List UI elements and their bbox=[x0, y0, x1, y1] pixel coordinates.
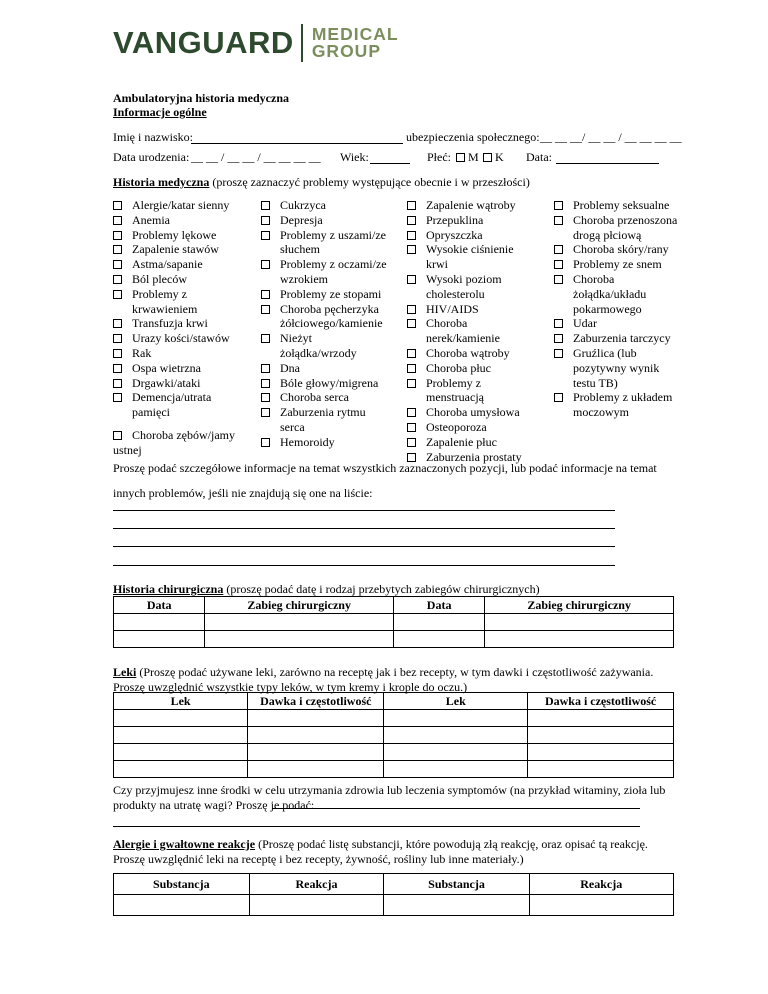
logo-separator bbox=[301, 24, 303, 62]
sex-label: Płeć: bbox=[427, 150, 451, 164]
table-cell[interactable] bbox=[384, 710, 528, 727]
history-checkbox[interactable] bbox=[554, 334, 563, 343]
history-item[interactable] bbox=[407, 242, 527, 272]
history-item-label: Choroba płuc bbox=[426, 360, 491, 375]
table-cell[interactable] bbox=[529, 895, 673, 916]
history-item[interactable] bbox=[554, 213, 679, 243]
allergies-table bbox=[113, 873, 674, 916]
form-title: Ambulatoryjna historia medyczna bbox=[113, 91, 289, 105]
history-checkbox[interactable] bbox=[261, 201, 270, 210]
history-checkbox[interactable] bbox=[261, 231, 270, 240]
history-item-label: Alergie/katar sienny bbox=[132, 198, 230, 212]
history-checkbox[interactable] bbox=[261, 334, 270, 343]
company-logo bbox=[113, 22, 399, 64]
history-checkbox[interactable] bbox=[407, 438, 416, 447]
history-item-label: Anemia bbox=[132, 212, 170, 227]
history-item-label: Problemy z uszami/ze słuchem bbox=[280, 227, 386, 257]
history-checkbox[interactable] bbox=[407, 319, 416, 328]
history-item[interactable] bbox=[554, 257, 679, 272]
history-checkbox[interactable] bbox=[554, 349, 563, 358]
history-checkbox[interactable] bbox=[113, 231, 122, 240]
table-row bbox=[114, 761, 674, 778]
history-item[interactable] bbox=[554, 316, 679, 331]
history-item[interactable] bbox=[407, 316, 527, 346]
table-cell[interactable] bbox=[528, 727, 674, 744]
sex-m-label: M bbox=[468, 150, 479, 164]
history-item[interactable] bbox=[407, 405, 527, 420]
history-item-label: Zapalenie stawów bbox=[132, 242, 219, 257]
table-cell[interactable] bbox=[114, 727, 248, 744]
table-cell[interactable] bbox=[248, 727, 384, 744]
table-cell[interactable] bbox=[384, 895, 529, 916]
history-item-label: Wysoki poziom cholesterolu bbox=[426, 271, 502, 301]
name-label: Imię i nazwisko: bbox=[113, 130, 193, 144]
table-row bbox=[114, 744, 674, 761]
history-item[interactable] bbox=[407, 228, 527, 243]
history-item-label: Zaburzenia rytmu serca bbox=[280, 405, 366, 434]
history-checkbox[interactable] bbox=[407, 379, 416, 388]
history-item[interactable] bbox=[113, 361, 238, 376]
history-checkbox[interactable] bbox=[261, 379, 270, 388]
col-header: Reakcja bbox=[529, 874, 673, 895]
table-cell[interactable] bbox=[528, 761, 674, 778]
history-item[interactable] bbox=[113, 242, 238, 257]
history-item-label: HIV/AIDS bbox=[426, 301, 479, 316]
table-cell[interactable] bbox=[393, 614, 484, 631]
history-item[interactable] bbox=[113, 272, 238, 287]
history-item[interactable] bbox=[261, 331, 391, 361]
history-item[interactable] bbox=[261, 198, 391, 213]
table-cell[interactable] bbox=[114, 631, 205, 648]
meds-table bbox=[113, 692, 674, 778]
table-row bbox=[114, 631, 674, 648]
age-field[interactable] bbox=[370, 163, 410, 164]
table-cell[interactable] bbox=[528, 744, 674, 761]
history-item-label: Depresja bbox=[280, 212, 323, 227]
history-item[interactable] bbox=[261, 213, 391, 228]
history-item[interactable] bbox=[554, 390, 679, 420]
history-item[interactable] bbox=[113, 287, 238, 317]
history-checkbox[interactable] bbox=[261, 408, 270, 417]
history-checkbox[interactable] bbox=[113, 201, 122, 210]
history-item[interactable] bbox=[113, 346, 238, 361]
sex-f-label: K bbox=[495, 150, 504, 164]
history-checkbox[interactable] bbox=[113, 245, 122, 254]
table-cell[interactable] bbox=[114, 710, 248, 727]
table-cell[interactable] bbox=[248, 744, 384, 761]
table-cell[interactable] bbox=[485, 614, 674, 631]
history-item-label: Cukrzyca bbox=[280, 198, 326, 212]
history-item-label: Problemy z układem moczowym bbox=[573, 390, 673, 420]
table-row bbox=[114, 895, 674, 916]
history-item-label: Opryszczka bbox=[426, 227, 483, 242]
history-item[interactable] bbox=[113, 376, 238, 391]
logo-group: GROUP bbox=[311, 41, 381, 61]
history-item[interactable] bbox=[113, 331, 238, 346]
history-item-label: Transfuzja krwi bbox=[132, 316, 208, 331]
history-checkbox[interactable] bbox=[554, 319, 563, 328]
history-item[interactable] bbox=[407, 198, 527, 213]
history-checkbox[interactable] bbox=[261, 260, 270, 269]
details-line-1[interactable] bbox=[113, 510, 615, 511]
history-item[interactable] bbox=[261, 257, 391, 287]
table-cell[interactable] bbox=[114, 895, 250, 916]
history-item-label: Rak bbox=[132, 345, 152, 360]
history-item-label: Dna bbox=[280, 360, 300, 375]
history-item[interactable] bbox=[261, 287, 391, 302]
table-header-row bbox=[114, 693, 674, 710]
table-cell[interactable] bbox=[248, 710, 384, 727]
history-item-label: Choroba skóry/rany bbox=[573, 242, 669, 257]
col-header: Data bbox=[393, 597, 484, 614]
history-item-label: Problemy ze snem bbox=[573, 257, 662, 272]
table-header-row bbox=[114, 874, 674, 895]
history-item[interactable] bbox=[407, 361, 527, 376]
ssn-label: ubezpieczenia społecznego: bbox=[406, 130, 540, 144]
history-item-label: Choroba pęcherzyka żółciowego/kamienie bbox=[280, 301, 383, 331]
history-item[interactable] bbox=[113, 316, 238, 331]
history-item-label: Wysokie ciśnienie krwi bbox=[426, 242, 514, 272]
history-checkbox[interactable] bbox=[407, 349, 416, 358]
history-item[interactable] bbox=[261, 376, 391, 391]
history-checkbox[interactable] bbox=[113, 260, 122, 269]
history-item-label: Ból pleców bbox=[132, 271, 187, 286]
history-column-3 bbox=[407, 198, 527, 464]
col-header: Lek bbox=[384, 693, 528, 710]
history-item[interactable] bbox=[407, 302, 527, 317]
history-item-label: Astma/sapanie bbox=[132, 257, 203, 272]
history-item[interactable] bbox=[261, 405, 391, 435]
history-item-label: Zapalenie płuc bbox=[426, 434, 497, 449]
history-checkbox[interactable] bbox=[554, 201, 563, 210]
history-item-label: Ospa wietrzna bbox=[132, 360, 201, 375]
history-item[interactable] bbox=[113, 390, 238, 420]
table-cell[interactable] bbox=[384, 761, 528, 778]
meds-heading: Leki (Proszę podać używane leki, zarówno na receptę jak i bez recepty, w tym dawki i częstotliwość zażywania. Proszę uwzględnić wszystkie typy leków, w tym kremy i krople do oczu.) bbox=[113, 665, 654, 694]
age-label: Wiek: bbox=[340, 150, 369, 164]
form-subtitle: Informacje ogólne bbox=[113, 105, 207, 119]
col-header: Substancja bbox=[384, 874, 529, 895]
history-item[interactable] bbox=[554, 331, 679, 346]
logo-main-text: VANGUARD bbox=[113, 25, 294, 60]
history-item-label: Choroba serca bbox=[280, 390, 349, 405]
table-cell[interactable] bbox=[205, 614, 394, 631]
history-item-label: Problemy z krwawieniem bbox=[132, 286, 198, 316]
history-item-label: Choroba żołądka/układu pokarmowego bbox=[573, 271, 647, 316]
history-checkbox[interactable] bbox=[113, 216, 122, 225]
history-item[interactable] bbox=[407, 213, 527, 228]
history-checkbox[interactable] bbox=[113, 431, 122, 440]
history-item[interactable] bbox=[407, 376, 527, 406]
table-row bbox=[114, 710, 674, 727]
history-item[interactable] bbox=[261, 435, 391, 450]
other-remedies-line-2[interactable] bbox=[113, 826, 640, 827]
history-checkbox[interactable] bbox=[261, 216, 270, 225]
history-checkbox[interactable] bbox=[407, 408, 416, 417]
logo-right-text bbox=[312, 26, 399, 60]
sex-f-checkbox[interactable] bbox=[483, 153, 492, 162]
col-header: Substancja bbox=[114, 874, 250, 895]
history-item[interactable] bbox=[261, 390, 391, 405]
history-item-label: Zaburzenia prostaty bbox=[426, 449, 522, 464]
history-item[interactable] bbox=[113, 213, 238, 228]
history-checkbox[interactable] bbox=[407, 275, 416, 284]
col-header: Zabieg chirurgiczny bbox=[205, 597, 394, 614]
history-checkbox[interactable] bbox=[113, 349, 122, 358]
history-item[interactable] bbox=[554, 242, 679, 257]
history-item-label: Problemy z oczami/ze wzrokiem bbox=[280, 257, 387, 286]
history-item-label: Demencja/utrata pamięci bbox=[132, 390, 212, 420]
table-header-row bbox=[114, 597, 674, 614]
history-item-label: Choroba przenoszona drogą płciową bbox=[573, 212, 678, 242]
col-header: Dawka i częstotliwość bbox=[248, 693, 384, 710]
table-row bbox=[114, 614, 674, 631]
history-item[interactable] bbox=[407, 435, 527, 450]
history-item[interactable] bbox=[554, 272, 679, 316]
history-item[interactable] bbox=[554, 346, 679, 390]
history-item[interactable] bbox=[407, 272, 527, 302]
history-item-dental[interactable]: Choroba zębów/jamy ustnej bbox=[113, 428, 235, 457]
table-cell[interactable] bbox=[485, 631, 674, 648]
history-checkbox[interactable] bbox=[407, 364, 416, 373]
col-header: Lek bbox=[114, 693, 248, 710]
history-column-4 bbox=[554, 198, 679, 420]
history-checkbox[interactable] bbox=[554, 393, 563, 402]
table-cell[interactable] bbox=[248, 761, 384, 778]
history-checkbox[interactable] bbox=[113, 393, 122, 402]
history-item-label: Choroba umysłowa bbox=[426, 405, 520, 420]
medical-history-heading: Historia medyczna (proszę zaznaczyć problemy występujące obecnie i w przeszłości) bbox=[113, 175, 530, 189]
history-checkbox[interactable] bbox=[113, 290, 122, 299]
history-checkbox[interactable] bbox=[407, 423, 416, 432]
table-cell[interactable] bbox=[384, 744, 528, 761]
history-checkbox[interactable] bbox=[554, 260, 563, 269]
history-checkbox[interactable] bbox=[113, 364, 122, 373]
history-item-label: Osteoporoza bbox=[426, 419, 487, 434]
history-item-label: Nieżyt żołądka/wrzody bbox=[280, 331, 357, 360]
surgical-heading: Historia chirurgiczna (proszę podać datę i rodzaj przebytych zabiegów chirurgicznych) bbox=[113, 582, 540, 596]
history-item[interactable] bbox=[554, 198, 679, 213]
date-field[interactable] bbox=[556, 163, 659, 164]
col-header: Zabieg chirurgiczny bbox=[485, 597, 674, 614]
history-item-label: Gruźlica (lub pozytywny wynik testu TB) bbox=[573, 345, 660, 390]
other-remedies-line-1[interactable] bbox=[272, 808, 640, 809]
history-column-1 bbox=[113, 198, 238, 420]
surgical-table bbox=[113, 596, 674, 648]
table-row bbox=[114, 727, 674, 744]
history-checkbox[interactable] bbox=[554, 216, 563, 225]
history-item[interactable] bbox=[113, 228, 238, 243]
history-item-label: Problemy ze stopami bbox=[280, 286, 382, 301]
history-item-label: Choroba wątroby bbox=[426, 345, 510, 360]
history-item-label: Bóle głowy/migrena bbox=[280, 375, 379, 390]
history-item-label: Hemoroidy bbox=[280, 434, 335, 449]
history-item[interactable] bbox=[407, 346, 527, 361]
history-checkbox[interactable] bbox=[113, 379, 122, 388]
history-checkbox[interactable] bbox=[261, 393, 270, 402]
history-checkbox[interactable] bbox=[113, 275, 122, 284]
col-header: Reakcja bbox=[249, 874, 384, 895]
table-cell[interactable] bbox=[528, 710, 674, 727]
details-instructions: Proszę podać szczegółowe informacje na temat wszystkich zaznaczonych pozycji, lub podać informacje na temat innych problemów, jeśli nie znajdują się one na liście: bbox=[113, 461, 657, 500]
sex-m-checkbox[interactable] bbox=[456, 153, 465, 162]
history-checkbox[interactable] bbox=[554, 275, 563, 284]
history-checkbox[interactable] bbox=[407, 216, 416, 225]
history-item[interactable] bbox=[261, 302, 391, 332]
details-line-4[interactable] bbox=[113, 565, 615, 566]
table-cell[interactable] bbox=[384, 727, 528, 744]
history-checkbox[interactable] bbox=[554, 245, 563, 254]
history-item-label: Zapalenie wątroby bbox=[426, 198, 516, 212]
name-field[interactable] bbox=[191, 143, 403, 144]
history-item-label: Problemy lękowe bbox=[132, 227, 217, 242]
history-checkbox[interactable] bbox=[261, 305, 270, 314]
other-remedies-question: Czy przyjmujesz inne środki w celu utrzymania zdrowia lub leczenia symptomów (na przykład witaminy, zioła lub produkty na utratę wagi? Proszę je podać: bbox=[113, 783, 666, 812]
history-item-label: Przepuklina bbox=[426, 212, 484, 227]
history-checkbox[interactable] bbox=[113, 319, 122, 328]
history-checkbox[interactable] bbox=[407, 201, 416, 210]
table-cell[interactable] bbox=[114, 761, 248, 778]
history-checkbox[interactable] bbox=[261, 290, 270, 299]
allergies-heading: Alergie i gwałtowne reakcje (Proszę podać listę substancji, które powodują złą reakcję, oraz opisać tą reakcję. Proszę uwzględnić leki na receptę i bez recepty, żywność, rośliny lub inne materiały.) bbox=[113, 837, 648, 866]
history-item[interactable] bbox=[113, 198, 238, 213]
dob-label: Data urodzenia: bbox=[113, 150, 190, 164]
table-cell[interactable] bbox=[114, 614, 205, 631]
history-item-label: Problemy seksualne bbox=[573, 198, 670, 212]
history-checkbox[interactable] bbox=[407, 231, 416, 240]
history-item-label: Problemy z menstruacją bbox=[426, 375, 484, 405]
history-checkbox[interactable] bbox=[113, 334, 122, 343]
col-header: Dawka i częstotliwość bbox=[528, 693, 674, 710]
history-item[interactable] bbox=[261, 361, 391, 376]
logo-medical: MEDICAL bbox=[311, 24, 399, 44]
history-item-label: Urazy kości/stawów bbox=[132, 331, 230, 346]
history-item[interactable] bbox=[407, 420, 527, 435]
history-item[interactable] bbox=[261, 228, 391, 258]
ssn-field[interactable]: __ __ __/ __ __ / __ __ __ __ bbox=[540, 130, 682, 144]
dob-field[interactable]: __ __ / __ __ / __ __ __ __ bbox=[191, 150, 321, 164]
table-cell[interactable] bbox=[249, 895, 384, 916]
details-line-2[interactable] bbox=[113, 528, 615, 529]
history-item-label: Zaburzenia tarczycy bbox=[573, 331, 671, 346]
table-cell[interactable] bbox=[205, 631, 394, 648]
history-column-2 bbox=[261, 198, 391, 450]
history-item-label: Drgawki/ataki bbox=[132, 375, 201, 390]
history-checkbox[interactable] bbox=[261, 438, 270, 447]
history-item-label: Choroba nerek/kamienie bbox=[426, 316, 500, 346]
table-cell[interactable] bbox=[393, 631, 484, 648]
history-checkbox[interactable] bbox=[407, 305, 416, 314]
history-checkbox[interactable] bbox=[261, 364, 270, 373]
date-label: Data: bbox=[526, 150, 552, 164]
history-item-label: Udar bbox=[573, 316, 597, 331]
details-line-3[interactable] bbox=[113, 546, 615, 547]
col-header: Data bbox=[114, 597, 205, 614]
history-checkbox[interactable] bbox=[407, 245, 416, 254]
history-item[interactable] bbox=[113, 257, 238, 272]
table-cell[interactable] bbox=[114, 744, 248, 761]
